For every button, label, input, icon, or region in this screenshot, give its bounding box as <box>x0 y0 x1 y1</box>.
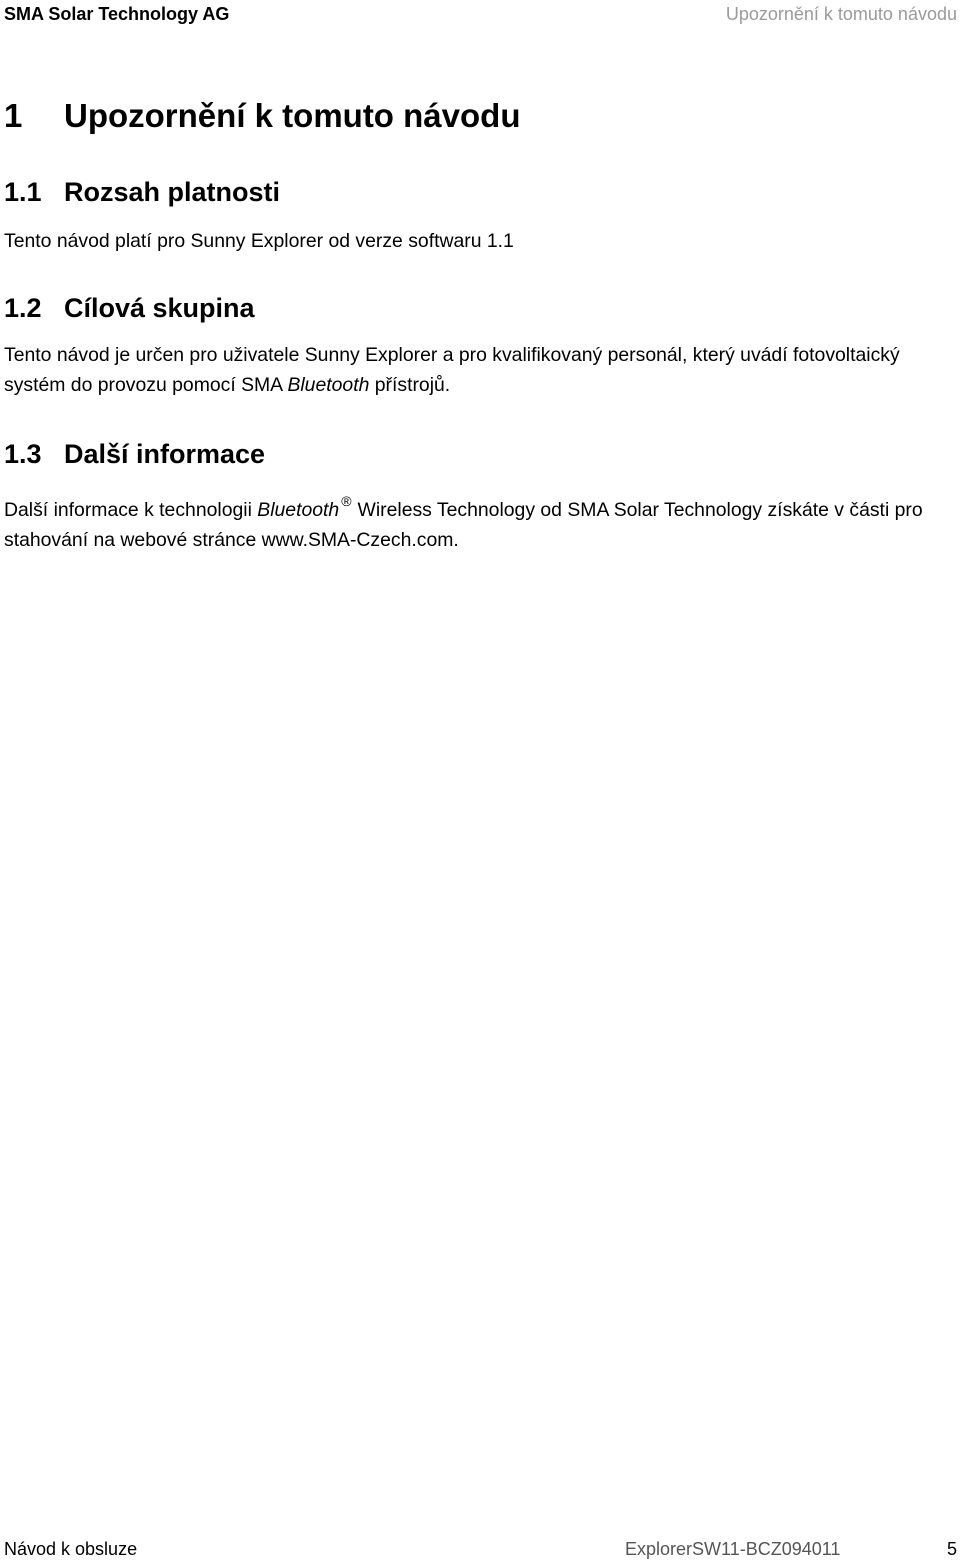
footer-manual-label: Návod k obsluze <box>4 1539 138 1559</box>
footer-doc-id: ExplorerSW11-BCZ094011 <box>625 1539 841 1559</box>
section-number: 1.1 <box>4 177 42 207</box>
section-title: Rozsah platnosti <box>64 177 281 207</box>
section-text-1-3 <box>4 486 949 555</box>
section-number: 1.3 <box>4 439 42 469</box>
text-segment: Wireless Technology od SMA Solar Technology získáte v části pro stahování na webové stránce www.SMA-Czech.com. <box>4 499 923 551</box>
text-segment: Tento návod je určen pro uživatele Sunny Explorer a pro kvalifikovaný personál, který uvádí fotovoltaický systém do provozu pomocí SMA <box>4 344 900 396</box>
text-segment: Další informace k technologii <box>4 499 258 521</box>
section-title: Další informace <box>64 439 266 469</box>
text-italic: Bluetooth <box>257 499 340 521</box>
header-chapter: Upozornění k tomuto návodu <box>725 4 957 24</box>
section-text-1-2 <box>4 340 949 400</box>
section-text-1-1: Tento návod platí pro Sunny Explorer od verze softwaru 1.1 <box>4 230 514 252</box>
chapter-heading <box>4 96 520 136</box>
section-heading-1-1 <box>4 176 280 208</box>
text-segment: přístrojů. <box>369 374 451 396</box>
header-company: SMA Solar Technology AG <box>4 4 230 24</box>
registered-mark: ® <box>341 493 352 509</box>
section-heading-1-3 <box>4 438 265 470</box>
section-number: 1.2 <box>4 293 42 323</box>
chapter-title: Upozornění k tomuto návodu <box>64 97 521 134</box>
text-italic: Bluetooth <box>287 374 370 396</box>
footer-page-number: 5 <box>946 1539 957 1559</box>
section-title: Cílová skupina <box>64 293 255 323</box>
chapter-number: 1 <box>4 97 23 134</box>
section-heading-1-2 <box>4 292 255 324</box>
